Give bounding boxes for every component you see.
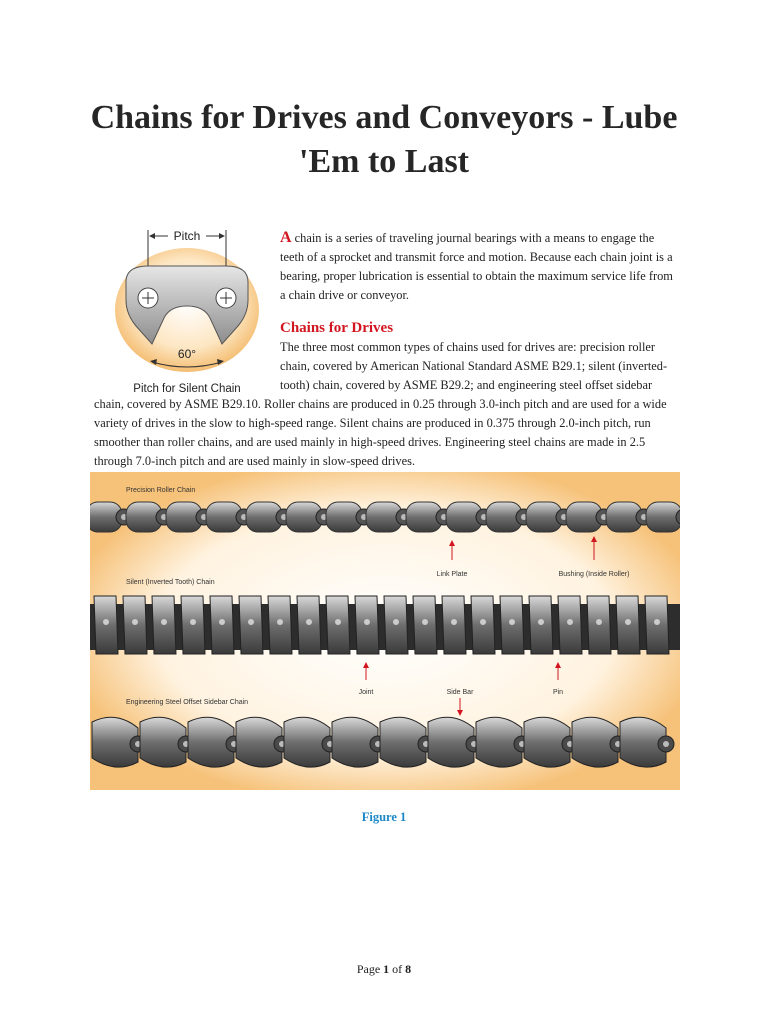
pitch-figure-caption: Pitch for Silent Chain — [133, 383, 241, 395]
silent-chain-pin — [364, 619, 370, 625]
silent-chain-pin — [161, 619, 167, 625]
silent-chain-drawing — [90, 596, 680, 654]
intro-text: chain is a series of traveling journal bearings with a means to engage the teeth of a sprocket and transmit force and motion. Because each chain joint is a bearing, proper lubrication is essential to obtain the maximum service life from a chain drive or conveyor. — [280, 231, 673, 302]
drives-paragraph — [94, 338, 680, 471]
link-plate-label: Link Plate — [436, 571, 468, 578]
pitch-arrowhead-left — [149, 233, 155, 239]
bushing-label: Bushing (Inside Roller) — [558, 571, 630, 578]
joint-label: Joint — [358, 689, 374, 696]
angle-label: 60° — [177, 347, 197, 361]
silent-chain-pin — [451, 619, 457, 625]
silent-chain-pin — [393, 619, 399, 625]
document-title: Chains for Drives and Conveyors - Lube 'Em to Last — [90, 99, 678, 180]
pitch-arrowhead-right — [219, 233, 225, 239]
silent-chain-pin — [248, 619, 254, 625]
pin-label: Pin — [552, 689, 564, 696]
section-heading-chains-for-drives: Chains for Drives — [280, 320, 394, 336]
offset-chain-pin — [663, 741, 669, 747]
silent-chain-pin — [567, 619, 573, 625]
total-pages: 8 — [405, 962, 412, 976]
side-bar-label: Side Bar — [446, 689, 474, 696]
silent-chain-pin — [335, 619, 341, 625]
silent-chain-pin — [190, 619, 196, 625]
page-prefix: Page — [356, 962, 384, 976]
current-page-number: 1 — [383, 962, 390, 976]
silent-chain-pin — [422, 619, 428, 625]
silent-chain-pin — [132, 619, 138, 625]
drop-cap: A — [280, 229, 292, 246]
silent-chain-pin — [277, 619, 283, 625]
silent-chain-pin — [306, 619, 312, 625]
silent-chain-pin — [509, 619, 515, 625]
silent-chain-pin — [219, 619, 225, 625]
drives-paragraph-rest: chain, covered by ASME B29.10. Roller chains are produced in 0.25 through 3.0-inch pitch and are used for a wide variety of drives in the slow to high-speed range. Silent chains are produced in 0.375 through 2.0-inch pitch, run smoother than roller chains, and are used mainly in high-speed drives. Engineering steel chains are made in 2.5 through 7.0-inch pitch and are used mainly in slow-speed drives. — [94, 397, 667, 468]
roller-link-plate — [646, 502, 680, 532]
chain-types-figure — [90, 472, 680, 790]
offset-chain-drawing — [92, 717, 674, 767]
silent-chain-pin — [654, 619, 660, 625]
silent-chain-pin — [480, 619, 486, 625]
intro-paragraph — [280, 228, 680, 305]
silent-chain-pin — [103, 619, 109, 625]
roller-chain-title: Precision Roller Chain — [126, 487, 196, 494]
offset-chain-title: Engineering Steel Offset Sidebar Chain — [126, 699, 249, 706]
page-footer — [0, 962, 768, 977]
roller-chain-drawing — [90, 502, 680, 532]
drives-paragraph-first-part: The three most common types of chains used for drives are: precision roller chain, covered by American National Standard ASME B29.1; silent (inverted-tooth) chain, covered by ASME B29.2; and engineering steel offset sidebar — [280, 340, 668, 392]
silent-chain-title: Silent (Inverted Tooth) Chain — [126, 579, 215, 586]
pitch-label: Pitch — [173, 229, 201, 243]
silent-chain-pin — [596, 619, 602, 625]
silent-chain-pin — [538, 619, 544, 625]
page-of: of — [389, 962, 406, 976]
figure-caption: Figure 1 — [361, 810, 407, 824]
silent-chain-pin — [625, 619, 631, 625]
